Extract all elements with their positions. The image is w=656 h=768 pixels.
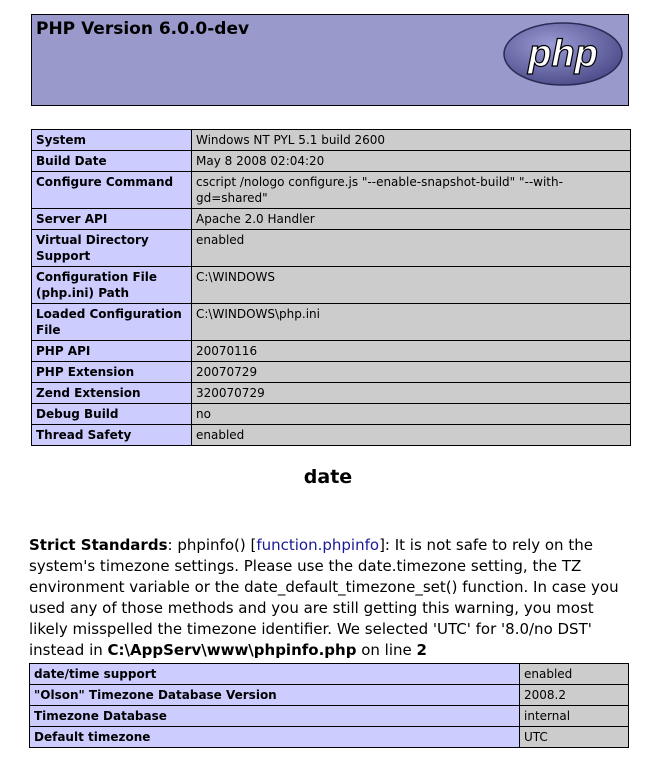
table-row bbox=[32, 362, 631, 383]
table-row bbox=[32, 230, 631, 267]
strict-standards-warning bbox=[29, 535, 629, 661]
table-row bbox=[30, 706, 629, 727]
row-value: Windows NT PYL 5.1 build 2600 bbox=[192, 130, 631, 151]
warning-line-text: on line bbox=[356, 641, 417, 659]
table-row bbox=[32, 304, 631, 341]
row-key: Configure Command bbox=[32, 172, 192, 209]
table-row bbox=[30, 664, 629, 685]
table-row bbox=[32, 404, 631, 425]
row-value: 20070116 bbox=[192, 341, 631, 362]
table-row bbox=[32, 209, 631, 230]
warning-text-2: ]: It is not safe to rely on the system's timezone settings. Please use the date.timezone setting, the TZ environment variable or the date_default_timezone_set() function. In case you used any of those methods and you are still getting this warning, you most likely misspelled the timezone identifier. We selected 'UTC' for '8.0/no DST' instead in bbox=[29, 536, 619, 659]
row-key: date/time support bbox=[30, 664, 520, 685]
row-key: Server API bbox=[32, 209, 192, 230]
row-value: UTC bbox=[520, 727, 629, 748]
row-key: Loaded Configuration File bbox=[32, 304, 192, 341]
table-row bbox=[32, 341, 631, 362]
row-value: internal bbox=[520, 706, 629, 727]
page-title: PHP Version 6.0.0-dev bbox=[36, 19, 250, 39]
row-key: PHP Extension bbox=[32, 362, 192, 383]
warning-file: C:\AppServ\www\phpinfo.php bbox=[107, 641, 357, 659]
table-row bbox=[30, 727, 629, 748]
row-value: 20070729 bbox=[192, 362, 631, 383]
row-value: cscript /nologo configure.js "--enable-snapshot-build" "--with-gd=shared" bbox=[192, 172, 631, 209]
row-value: enabled bbox=[192, 230, 631, 267]
table-row bbox=[32, 172, 631, 209]
row-key: "Olson" Timezone Database Version bbox=[30, 685, 520, 706]
row-value: no bbox=[192, 404, 631, 425]
row-value: C:\WINDOWS bbox=[192, 267, 631, 304]
row-key: Default timezone bbox=[30, 727, 520, 748]
table-row bbox=[32, 383, 631, 404]
row-value: enabled bbox=[520, 664, 629, 685]
row-value: enabled bbox=[192, 425, 631, 446]
date-info-rows bbox=[30, 664, 629, 748]
row-value: 2008.2 bbox=[520, 685, 629, 706]
row-key: Configuration File (php.ini) Path bbox=[32, 267, 192, 304]
php-version-header bbox=[31, 14, 629, 106]
date-info-table bbox=[29, 663, 629, 748]
row-value: C:\WINDOWS\php.ini bbox=[192, 304, 631, 341]
row-value: Apache 2.0 Handler bbox=[192, 209, 631, 230]
warning-line-number: 2 bbox=[416, 641, 427, 659]
row-key: Virtual Directory Support bbox=[32, 230, 192, 267]
row-key: System bbox=[32, 130, 192, 151]
row-key: Debug Build bbox=[32, 404, 192, 425]
section-title-date: date bbox=[303, 466, 353, 488]
row-key: Zend Extension bbox=[32, 383, 192, 404]
row-key: Timezone Database bbox=[30, 706, 520, 727]
table-row bbox=[32, 425, 631, 446]
function-phpinfo-link[interactable]: function.phpinfo bbox=[256, 536, 380, 554]
php-logo[interactable] bbox=[502, 21, 624, 87]
row-key: Thread Safety bbox=[32, 425, 192, 446]
table-row bbox=[32, 151, 631, 172]
logo-text: php bbox=[528, 33, 598, 75]
row-value: May 8 2008 02:04:20 bbox=[192, 151, 631, 172]
table-row bbox=[32, 267, 631, 304]
warning-text-1: : phpinfo() [ bbox=[167, 536, 257, 554]
warning-label: Strict Standards bbox=[29, 536, 168, 554]
table-row bbox=[32, 130, 631, 151]
row-key: PHP API bbox=[32, 341, 192, 362]
row-value: 320070729 bbox=[192, 383, 631, 404]
table-row bbox=[30, 685, 629, 706]
system-info-table bbox=[31, 129, 631, 446]
row-key: Build Date bbox=[32, 151, 192, 172]
system-info-rows bbox=[32, 130, 631, 446]
